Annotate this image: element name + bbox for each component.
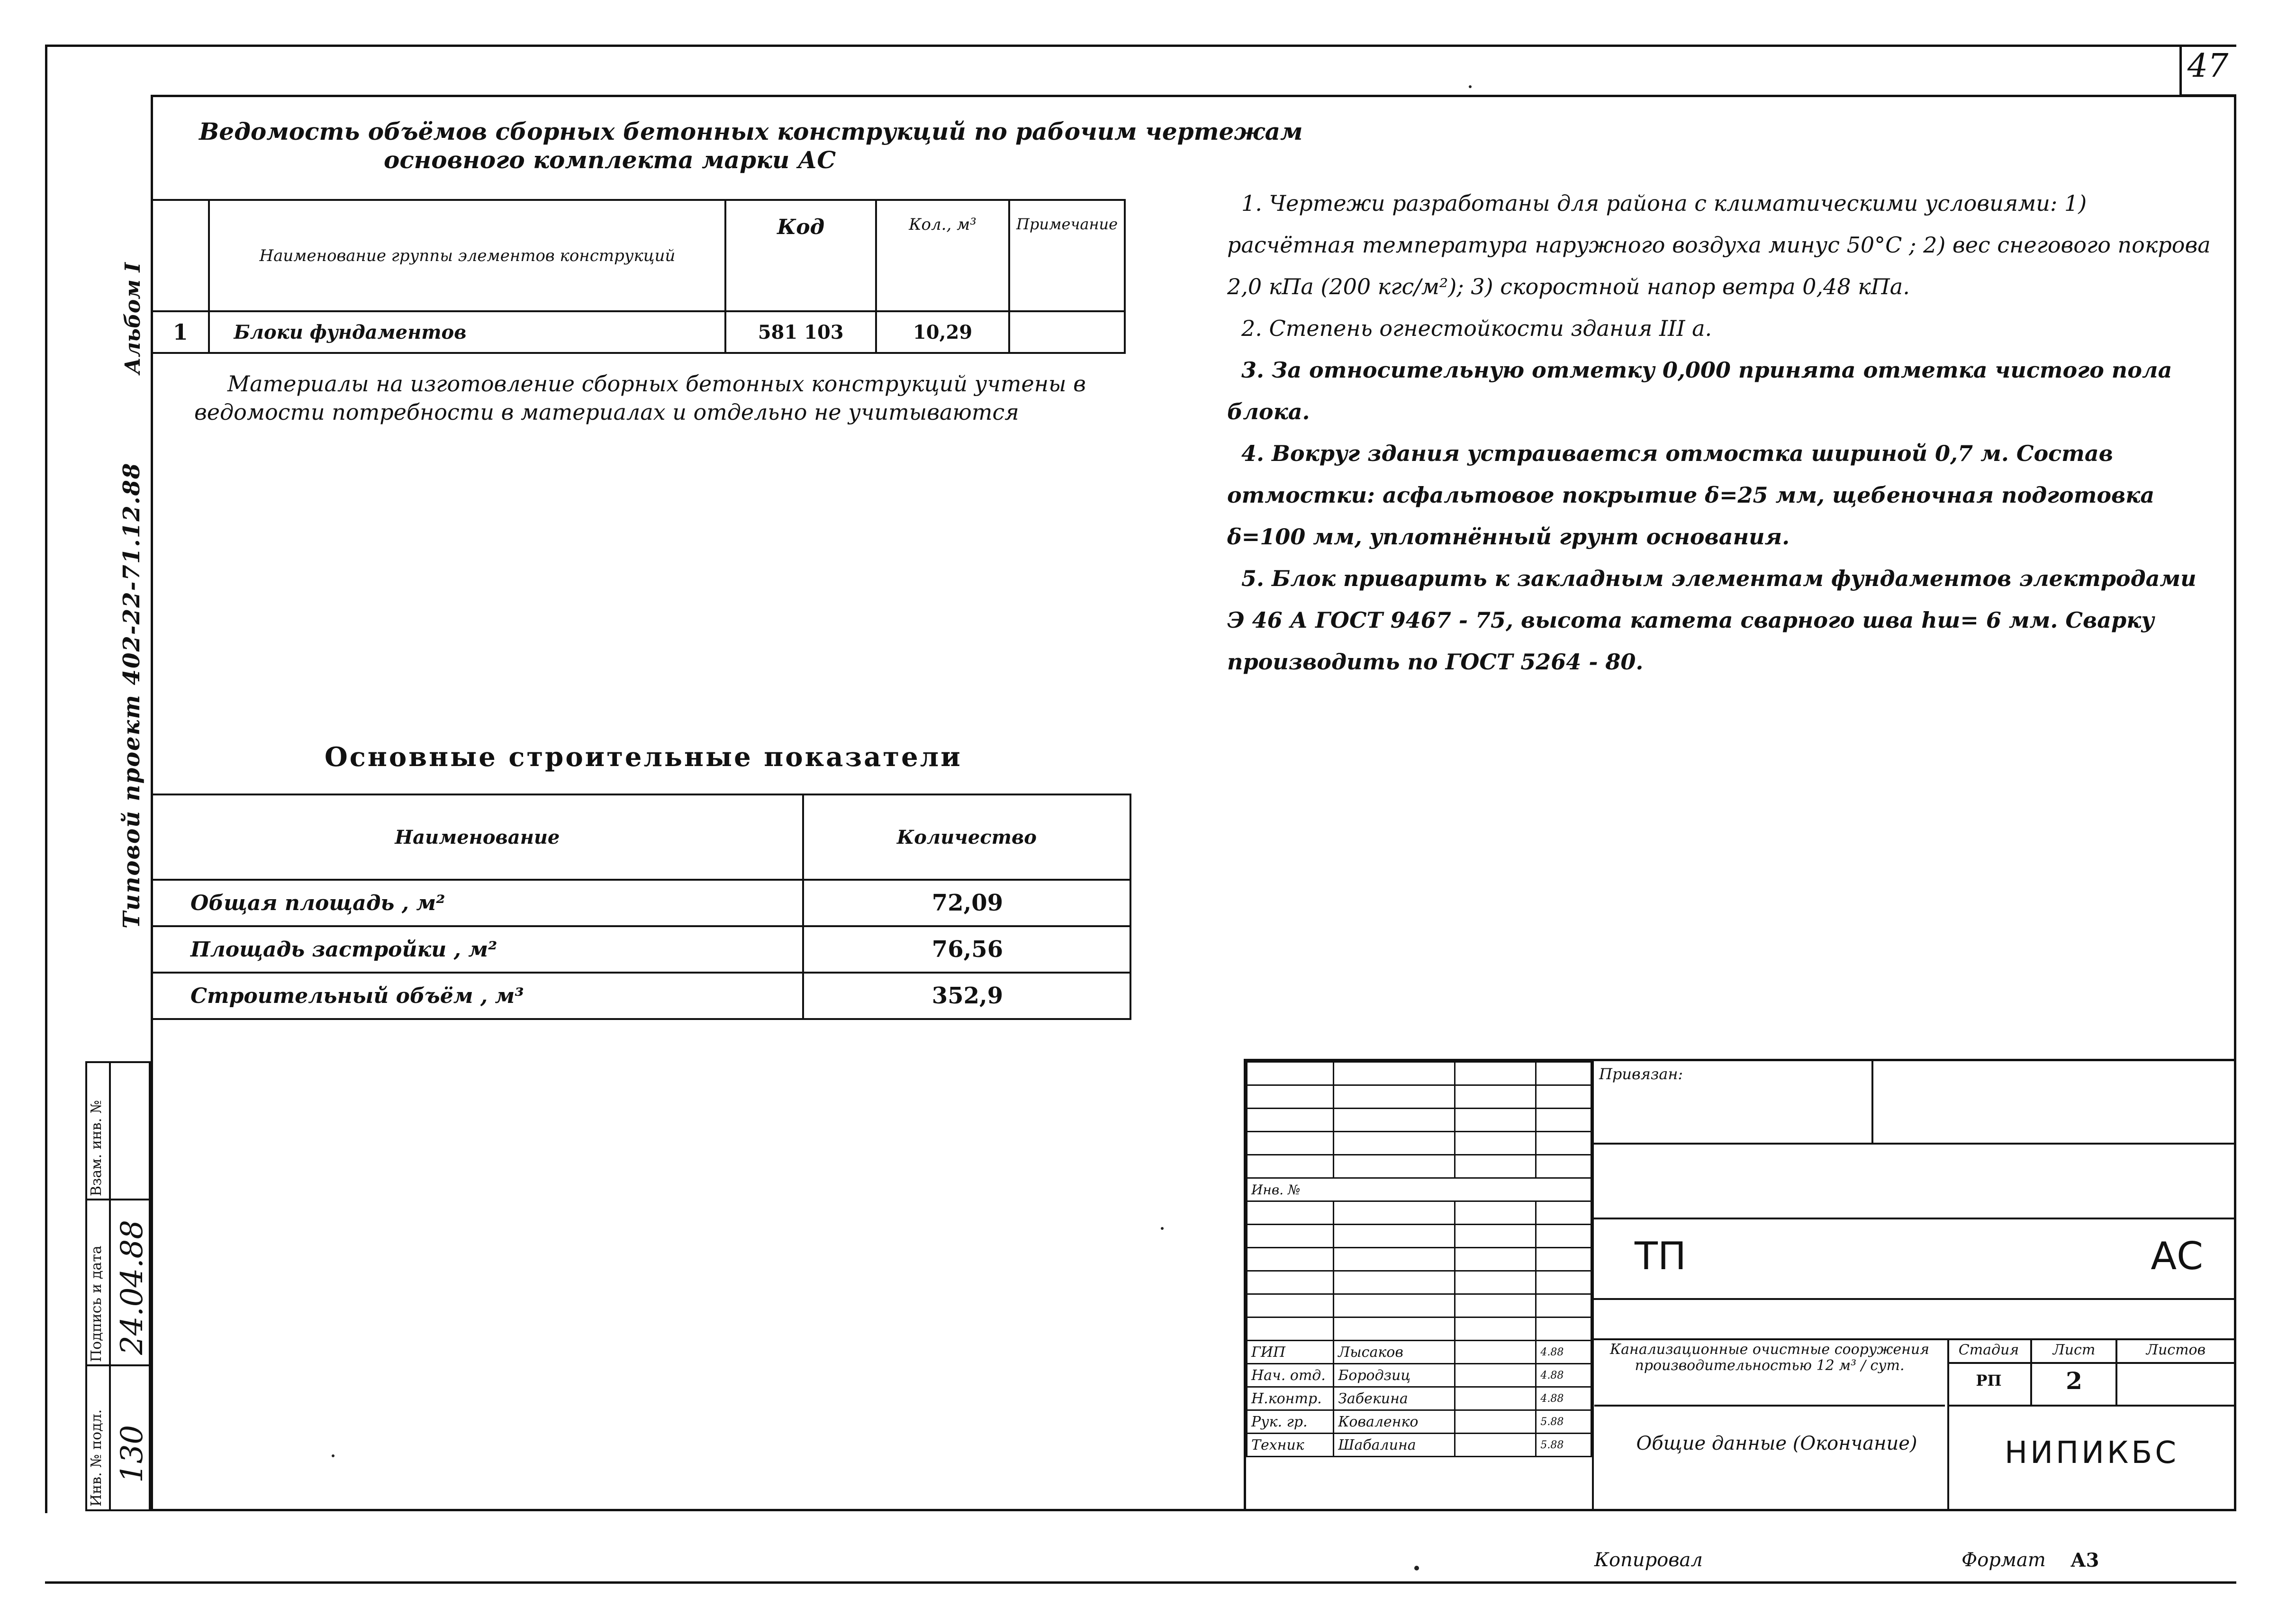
copied-label: Копировал bbox=[1594, 1549, 1703, 1571]
person-signature bbox=[1455, 1410, 1536, 1434]
stage-label: Стадия bbox=[1958, 1342, 2019, 1358]
indicators-name-header: Наименование bbox=[152, 794, 803, 880]
indicator-name: Общая площадь , м² bbox=[152, 880, 803, 926]
person-date: 4.88 bbox=[1536, 1364, 1591, 1387]
indicators-table bbox=[151, 794, 1131, 1020]
format-label: Формат bbox=[1962, 1549, 2046, 1571]
vzam-label: Взам. инв. № bbox=[88, 1100, 105, 1196]
scan-speck bbox=[1469, 85, 1472, 88]
person-name: Лысаков bbox=[1334, 1341, 1455, 1364]
indicators-title: Основные строительные показатели bbox=[325, 741, 962, 773]
inv-label: Инв. № bbox=[1247, 1178, 1591, 1201]
person-date: 5.88 bbox=[1536, 1410, 1591, 1434]
indicator-value: 352,9 bbox=[803, 973, 1130, 1019]
person-date: 5.88 bbox=[1536, 1434, 1591, 1457]
inv-podl-label: Инв. № подл. bbox=[88, 1409, 105, 1507]
indicator-value: 72,09 bbox=[803, 880, 1130, 926]
person-name: Шабалина bbox=[1334, 1434, 1455, 1457]
podpis-value: 24.04.88 bbox=[115, 1220, 150, 1355]
person-signature bbox=[1455, 1341, 1536, 1364]
album-label: Альбом I bbox=[121, 262, 145, 374]
person-row bbox=[1247, 1387, 1591, 1410]
person-row bbox=[1247, 1341, 1591, 1364]
note-4: 4. Вокруг здания устраивается отмостка шириной 0,7 м. Состав отмостки: асфальтовое покрытие δ=25 мм, щебеночная подготовка δ=100 мм, уплотнённый грунт основания. bbox=[1227, 441, 2155, 550]
row-code: 581 103 bbox=[725, 311, 876, 353]
table-row bbox=[152, 880, 1130, 926]
note-header: Примечание bbox=[1009, 200, 1125, 311]
code-header: Код bbox=[725, 200, 876, 311]
person-name: Коваленко bbox=[1334, 1410, 1455, 1434]
scan-speck bbox=[1414, 1566, 1419, 1570]
table-row bbox=[152, 311, 1125, 353]
note-2: 2. Степень огнестойкости здания III а. bbox=[1241, 316, 1712, 341]
row-name: Блоки фундаментов bbox=[209, 311, 725, 353]
privyazan-label: Привязан: bbox=[1599, 1065, 1683, 1083]
note-1: 1. Чертежи разработаны для района с климатическими условиями: 1) расчётная температура наружного воздуха минус 50°C ; 2) вес снегового покрова 2,0 кПа (200 кгс/м²); 3) скоростной напор ветра 0,48 кПа. bbox=[1227, 190, 2211, 299]
person-row bbox=[1247, 1434, 1591, 1457]
notes-block bbox=[1227, 182, 2213, 683]
note-3: 3. За относительную отметку 0,000 принята отметка чистого пола блока. bbox=[1227, 357, 2172, 424]
org-name: НИПИКБС bbox=[2004, 1435, 2179, 1471]
podpis-label: Подпись и дата bbox=[88, 1245, 105, 1362]
table-row bbox=[152, 973, 1130, 1019]
person-date: 4.88 bbox=[1536, 1387, 1591, 1410]
precast-table bbox=[151, 199, 1126, 354]
sheet-title: Общие данные (Окончание) bbox=[1636, 1433, 1917, 1454]
format-value: А3 bbox=[2070, 1549, 2099, 1571]
indicator-name: Строительный объём , м³ bbox=[152, 973, 803, 1019]
sheets-label: Листов bbox=[2146, 1342, 2206, 1358]
person-name: Забекина bbox=[1334, 1387, 1455, 1410]
sheet-value: 2 bbox=[2066, 1367, 2082, 1395]
top-border-line bbox=[45, 45, 2236, 47]
note-5: 5. Блок приварить к закладным элементам фундаментов электродами Э 46 А ГОСТ 9467 - 75, высота катета сварного шва hш= 6 мм. Сварку производить по ГОСТ 5264 - 80. bbox=[1227, 566, 2197, 675]
person-signature bbox=[1455, 1387, 1536, 1410]
person-signature bbox=[1455, 1364, 1536, 1387]
person-role: Н.контр. bbox=[1247, 1387, 1334, 1410]
precast-footnote: Материалы на изготовление сборных бетонных конструкций учтены в ведомости потребности в материалах и отдельно не учитываются bbox=[194, 371, 1086, 425]
person-row bbox=[1247, 1410, 1591, 1434]
project-label: Типовой проект 402-22-71.12.88 bbox=[118, 462, 145, 929]
num-header bbox=[152, 200, 209, 311]
person-date: 4.88 bbox=[1536, 1341, 1591, 1364]
person-role: Рук. гр. bbox=[1247, 1410, 1334, 1434]
person-signature bbox=[1455, 1434, 1536, 1457]
qty-header: Кол., м³ bbox=[876, 200, 1009, 311]
inv-podl-value: 130 bbox=[115, 1425, 150, 1483]
sheet-number: 47 bbox=[2187, 47, 2229, 85]
precast-title-line2: основного комплекта марки АС bbox=[384, 146, 836, 174]
scan-speck bbox=[1161, 1227, 1164, 1230]
title-block bbox=[1244, 1059, 2236, 1511]
person-role: Техник bbox=[1247, 1434, 1334, 1457]
row-qty: 10,29 bbox=[876, 311, 1009, 353]
person-name: Бородзиц bbox=[1334, 1364, 1455, 1387]
person-role: Нач. отд. bbox=[1247, 1364, 1334, 1387]
sheet-label: Лист bbox=[2052, 1342, 2096, 1358]
scan-speck bbox=[332, 1454, 334, 1457]
bottom-line bbox=[45, 1581, 2236, 1584]
designation-right: АС bbox=[2151, 1234, 2203, 1278]
object-description: Канализационные очистные сооружения производительностью 12 м³ / сут. bbox=[1609, 1341, 1930, 1374]
person-role: ГИП bbox=[1247, 1341, 1334, 1364]
indicator-value: 76,56 bbox=[803, 926, 1130, 973]
row-note bbox=[1009, 311, 1125, 353]
person-row bbox=[1247, 1364, 1591, 1387]
indicators-qty-header: Количество bbox=[803, 794, 1130, 880]
left-border-line bbox=[45, 45, 47, 1513]
stage-value: РП bbox=[1976, 1371, 2002, 1389]
precast-title-line1: Ведомость объёмов сборных бетонных конструкций по рабочим чертежам bbox=[199, 117, 1303, 145]
name-header: Наименование группы элементов конструкций bbox=[209, 200, 725, 311]
indicator-name: Площадь застройки , м² bbox=[152, 926, 803, 973]
designation-left: ТП bbox=[1635, 1234, 1687, 1278]
table-row bbox=[152, 926, 1130, 973]
row-num: 1 bbox=[152, 311, 209, 353]
